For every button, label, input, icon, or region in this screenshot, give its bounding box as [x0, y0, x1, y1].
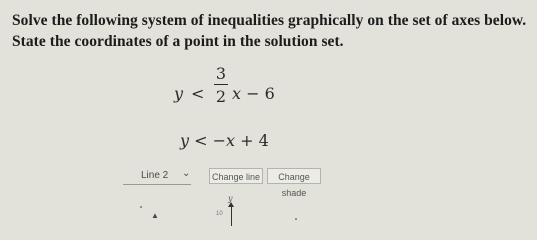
- inequality-2-relation: <: [194, 131, 208, 150]
- fraction-bar: [214, 84, 228, 85]
- inequality-1-rhs: [232, 84, 275, 103]
- inequality-1-constant: − 6: [246, 84, 275, 103]
- y-axis: [231, 206, 232, 226]
- inequality-2-lhs: y: [180, 131, 190, 150]
- inequality-2-sign: −: [212, 131, 227, 150]
- cursor-icon: ▲: [151, 211, 159, 220]
- y-axis-tick-label: 10: [216, 211, 223, 217]
- grid-dot: [140, 206, 142, 208]
- line-select-value: Line 2: [141, 170, 169, 181]
- y-axis-label: y: [228, 194, 233, 203]
- inequality-2: [180, 131, 280, 155]
- fraction-denominator: 2: [215, 87, 227, 106]
- inequality-1-variable: x: [232, 84, 242, 103]
- grid-dot: [295, 218, 297, 220]
- fraction-numerator: 3: [215, 64, 227, 83]
- graph-canvas[interactable]: [140, 194, 340, 224]
- change-line-button[interactable]: Change line: [209, 168, 263, 184]
- line-select-dropdown[interactable]: [123, 168, 191, 185]
- inequality-2-variable: x: [226, 131, 236, 150]
- chevron-down-icon: ⌄: [182, 168, 191, 179]
- question-text: Solve the following system of inequalities graphically on the set of axes below. State the coordinates of a point in the solution set.: [12, 12, 527, 50]
- inequality-1-slope-fraction: [214, 64, 228, 106]
- change-shade-button[interactable]: Change shade: [267, 168, 321, 184]
- inequality-1: [174, 64, 294, 110]
- inequality-2-constant: + 4: [240, 131, 269, 150]
- inequality-1-relation: <: [191, 84, 205, 103]
- inequality-1-lhs: y: [174, 84, 184, 103]
